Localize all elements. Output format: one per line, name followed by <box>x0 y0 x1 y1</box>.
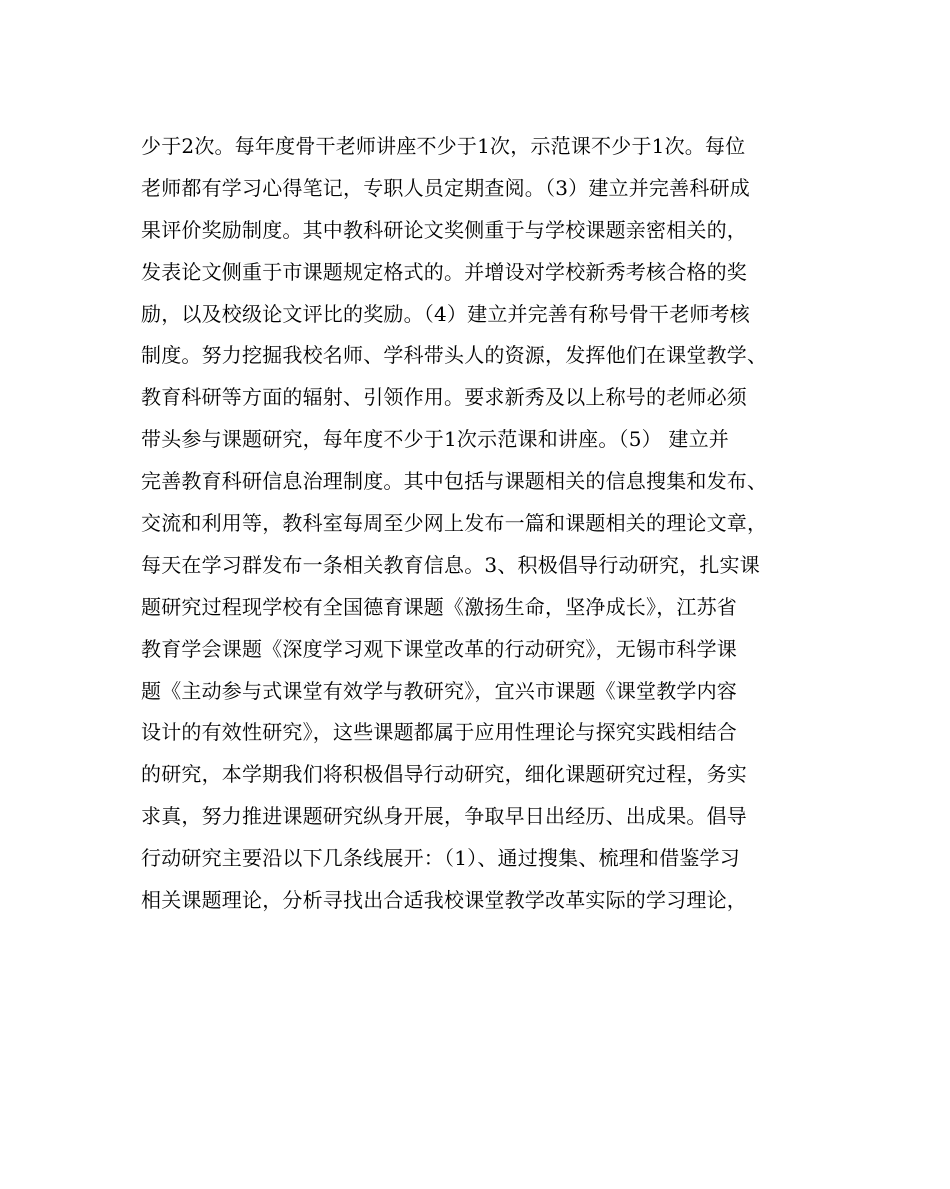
text-line: 老师都有学习心得笔记，专职人员定期查阅。（3）建立并完善科研成 <box>141 175 750 200</box>
text-line: 教育学会课题《深度学习观下课堂改革的行动研究》，无锡市科学课 <box>141 636 737 661</box>
text-line: 求真，努力推进课题研究纵身开展，争取早日出经历、出成果。倡导 <box>141 804 747 829</box>
text-line: 制度。努力挖掘我校名师、学科带头人的资源，发挥他们在课堂教学、 <box>141 343 768 368</box>
text-line: 带头参与课题研究，每年度不少于1次示范课和讲座。（5） 建立并 <box>141 427 730 452</box>
text-line: 完善教育科研信息治理制度。其中包括与课题相关的信息搜集和发布、 <box>141 469 768 494</box>
text-line: 题《主动参与式课堂有效学与教研究》，宜兴市课题《课堂教学内容 <box>141 678 737 703</box>
text-line: 的研究，本学期我们将积极倡导行动研究，细化课题研究过程，务实 <box>141 762 747 787</box>
text-line: 果评价奖励制度。其中教科研论文奖侧重于与学校课题亲密相关的， <box>141 217 747 242</box>
text-line: 励，以及校级论文评比的奖励。（4）建立并完善有称号骨干老师考核 <box>141 301 750 326</box>
text-line: 少于2次。每年度骨干老师讲座不少于1次，示范课不少于1次。每位 <box>141 134 746 158</box>
text-line: 相关课题理论，分析寻找出合适我校课堂教学改革实际的学习理论， <box>141 888 747 913</box>
document-body <box>141 126 821 922</box>
text-line: 发表论文侧重于市课题规定格式的。并增设对学校新秀考核合格的奖 <box>141 259 747 284</box>
text-line: 行动研究主要沿以下几条线展开：（1）、通过搜集、梳理和借鉴学习 <box>141 846 740 871</box>
text-line: 教育科研等方面的辐射、引领作用。要求新秀及以上称号的老师必须 <box>141 385 747 410</box>
text-line: 题研究过程现学校有全国德育课题《激扬生命，坚净成长》，江苏省 <box>141 594 737 619</box>
text-line: 设计的有效性研究》，这些课题都属于应用性理论与探究实践相结合 <box>141 720 737 745</box>
text-line: 交流和利用等，教科室每周至少网上发布一篇和课题相关的理论文章， <box>141 511 768 536</box>
text-line: 每天在学习群发布一条相关教育信息。3、积极倡导行动研究，扎实课 <box>141 552 760 577</box>
